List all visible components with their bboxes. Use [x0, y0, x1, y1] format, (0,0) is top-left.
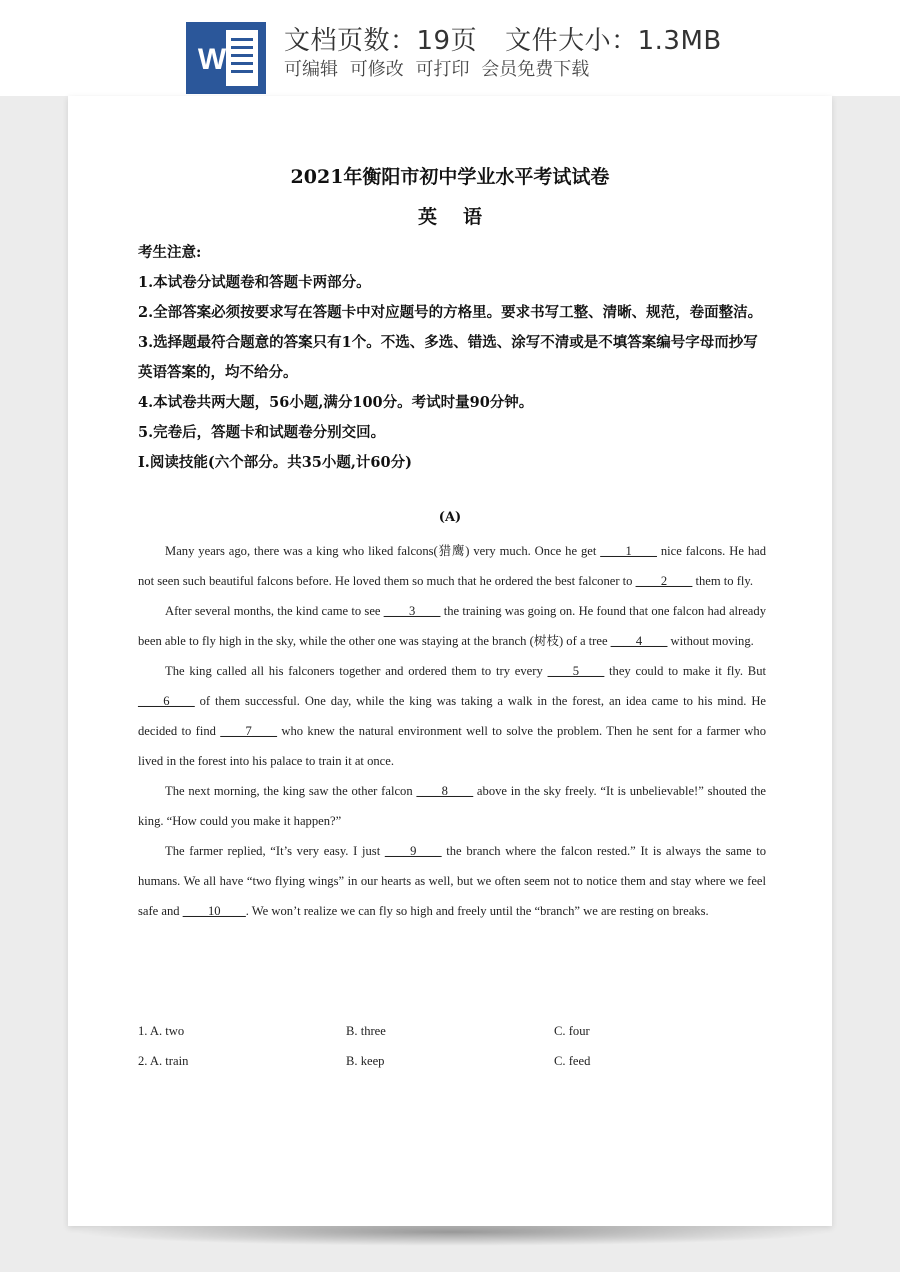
passage-text: The farmer replied, “It’s very easy. I just — [165, 844, 385, 858]
exam-subject: 英语 — [417, 206, 508, 228]
passage-text: of them successful. One day, while the king was taking a walk in the forest, an idea came to his mind. He decided to find — [138, 694, 766, 738]
answer-blank: ____8____ — [416, 784, 474, 798]
answer-blank: ____1____ — [600, 544, 657, 558]
option-a: 2. A. train — [138, 1054, 189, 1068]
exam-title: 2021年衡阳市初中学业水平考试试卷 — [290, 166, 610, 188]
passage-text: above in the sky freely. “It is unbelievable!” shouted the king. “How could you make it happen?” — [138, 784, 767, 828]
part-label: (A) — [438, 510, 462, 525]
question-row — [138, 1046, 766, 1076]
word-icon-letter: W — [197, 43, 227, 76]
passage-text: nice falcons. He had not seen such beautiful falcons before. He loved them so much that he ordered the best falconer to — [138, 544, 767, 588]
passage-text: After several months, the kind came to see — [165, 604, 384, 618]
option-b: B. three — [346, 1024, 386, 1038]
passage-paragraph — [138, 656, 766, 776]
feature-list — [284, 55, 595, 81]
notice-item: 5.完卷后，答题卡和试题卷分别交回。 — [138, 424, 386, 441]
answer-blank: ____2____ — [635, 574, 693, 588]
answer-blank: ____7____ — [220, 724, 277, 738]
passage-text: who knew the natural environment well to solve the problem. Then he sent for a farmer who lived in the forest into his palace to train it at once. — [138, 724, 766, 768]
notice-item: 4.本试卷共两大题，56小题,满分100分。考试时量90分钟。 — [138, 394, 534, 411]
passage-paragraph — [138, 836, 766, 926]
answer-blank: ____3____ — [383, 604, 441, 618]
passage-paragraph — [138, 596, 766, 656]
reading-passage — [138, 536, 766, 926]
option-c: C. feed — [554, 1054, 591, 1068]
passage-paragraph — [138, 536, 766, 596]
feature-printable: 可打印 — [415, 59, 470, 80]
answer-blank: ____4____ — [610, 634, 668, 648]
notice-item: 3.选择题最符合题意的答案只有1个。不选、多选、错选、涂写不清或是不填答案编号字母而抄写英语答案的，均不给分。 — [138, 334, 758, 381]
passage-text: . We won’t realize we can fly so high and freely until the “branch” we are resting on breaks. — [245, 904, 709, 918]
passage-text: the branch where the falcon rested.” It is always the same to humans. We all have “two flying wings” in our hearts as well, but we often seem not to notice them and stay where we feel safe and — [138, 844, 767, 918]
notice-item: 1.本试卷分试题卷和答题卡两部分。 — [138, 274, 371, 291]
passage-paragraph — [138, 776, 766, 836]
option-a: 1. A. two — [138, 1024, 185, 1038]
passage-text: the training was going on. He found that one falcon had already been able to fly high in the sky, while the other one was staying at the branch (树枝) of a tree — [138, 604, 766, 648]
notice-heading: 考生注意: — [138, 244, 202, 261]
candidate-notices — [138, 238, 766, 478]
feature-member-download: 会员免费下载 — [481, 59, 590, 80]
passage-text: The king called all his falconers together and ordered them to try every — [165, 664, 548, 678]
document-page — [68, 96, 832, 1226]
file-info-banner — [0, 0, 900, 96]
feature-editable: 可编辑 — [284, 59, 338, 80]
notice-item: 2.全部答案必须按要求写在答题卡中对应题号的方格里。要求书写工整、清晰、规范，卷面整洁。 — [138, 304, 763, 321]
feature-modifiable: 可修改 — [349, 59, 404, 80]
passage-text: them to fly. — [692, 574, 754, 588]
word-document-icon — [186, 22, 266, 94]
passage-text: The next morning, the king saw the other falcon — [165, 784, 417, 798]
answer-options — [138, 1016, 766, 1076]
passage-text: they could to make it fly. But — [604, 664, 766, 678]
option-b: B. keep — [346, 1054, 385, 1068]
passage-text: Many years ago, there was a king who liked falcons(猎鹰) very much. Once he get — [165, 544, 601, 558]
option-c: C. four — [554, 1024, 590, 1038]
question-row — [138, 1016, 766, 1046]
file-size: 文件大小：1.3MB — [505, 26, 722, 56]
answer-blank: ____6____ — [138, 694, 195, 708]
file-stats — [284, 20, 722, 57]
answer-blank: ____9____ — [384, 844, 442, 858]
section-heading: I.阅读技能(六个部分。共35小题,计60分) — [138, 454, 412, 471]
page-count: 文档页数：19页 — [284, 26, 478, 56]
answer-blank: ____10____ — [182, 904, 246, 918]
passage-text: without moving. — [667, 634, 754, 648]
answer-blank: ____5____ — [547, 664, 605, 678]
